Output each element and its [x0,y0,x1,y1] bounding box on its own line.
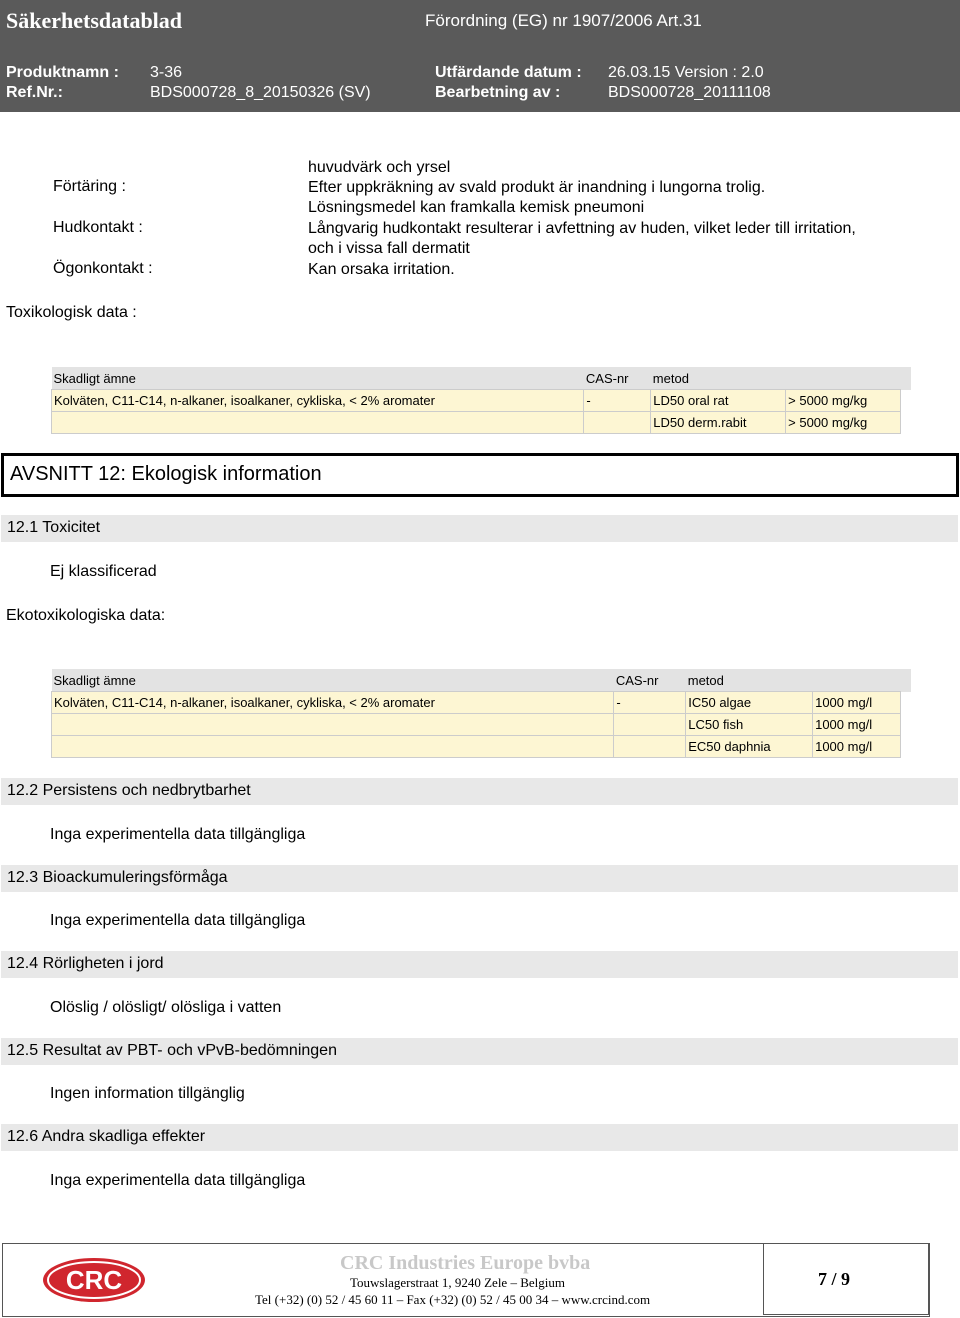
cas-cell [584,412,651,434]
processing-value: BDS000728_20111108 [608,84,771,101]
symptom-intro-text: huvudvärk och yrsel [308,159,451,176]
method-cell: LD50 oral rat [651,390,786,412]
ref-number-label: Ref.Nr.: [6,84,63,101]
subsection-12-2-heading: 12.2 Persistens och nedbrytbarhet [7,782,251,799]
table-row [52,412,911,434]
issue-date-label: Utfärdande datum : [435,64,582,81]
eco-table-header [52,669,911,692]
eco-tox-table [51,669,911,758]
table-row [52,692,911,714]
logo-text: CRC [65,1265,123,1295]
section-12-title: AVSNITT 12: Ekologisk information [10,463,322,485]
ingestion-text-1: Efter uppkräkning av svald produkt är inandning i lungorna trolig. [308,179,766,196]
table-row [52,390,911,412]
subsection-12-5-text: Ingen information tillgänglig [50,1085,245,1102]
table-row [52,736,911,758]
tox-col-method: metod [651,367,786,390]
crc-logo [42,1257,146,1303]
subsection-12-3-heading: 12.3 Bioackumuleringsförmåga [7,869,228,886]
substance-cell: Kolväten, C11-C14, n-alkaner, isoalkaner, cykliska, < 2% aromater [52,692,614,714]
cas-cell [614,714,686,736]
product-name-value: 3-36 [150,64,183,81]
skin-contact-text-2: och i vissa fall dermatit [308,240,470,257]
value-cell: > 5000 mg/kg [786,412,901,434]
tox-heading: Toxikologisk data : [6,304,137,321]
processing-label: Bearbetning av : [435,84,561,101]
subsection-12-4-text: Olöslig / olösligt/ olösliga i vatten [50,999,282,1016]
cas-cell: - [584,390,651,412]
subsection-12-6-heading: 12.6 Andra skadliga effekter [7,1128,206,1145]
method-cell: EC50 daphnia [686,736,813,758]
eye-contact-label: Ögonkontakt : [53,260,153,277]
ref-number-value: BDS000728_8_20150326 (SV) [150,84,371,101]
ingestion-label: Förtäring : [53,178,126,195]
company-address: Touwslagerstraat 1, 9240 Zele – Belgium [350,1275,565,1290]
eco-col-substance: Skadligt ämne [52,669,614,692]
eco-tox-heading: Ekotoxikologiska data: [6,607,166,624]
subsection-12-2 [1,778,958,805]
subsection-12-5 [1,1038,958,1065]
subsection-12-1-text: Ej klassificerad [50,563,157,580]
tox-table [51,367,911,434]
eco-col-method: metod [686,669,813,692]
substance-cell [52,736,614,758]
skin-contact-label: Hudkontakt : [53,219,143,236]
product-name-label: Produktnamn : [6,64,119,81]
subsection-12-4-heading: 12.4 Rörligheten i jord [7,955,164,972]
substance-cell: Kolväten, C11-C14, n-alkaner, isoalkaner, cykliska, < 2% aromater [52,390,584,412]
subsection-12-3-text: Inga experimentella data tillgängliga [50,912,306,929]
value-cell: > 5000 mg/kg [786,390,901,412]
subsection-12-6-text: Inga experimentella data tillgängliga [50,1172,306,1189]
ingestion-text-2: Lösningsmedel kan framkalla kemisk pneumoni [308,199,645,216]
eye-contact-text: Kan orsaka irritation. [308,261,455,278]
value-cell: 1000 mg/l [813,736,901,758]
value-cell: 1000 mg/l [813,714,901,736]
page-number: 7 / 9 [818,1269,851,1289]
document-title: Säkerhetsdatablad [6,8,183,33]
subsection-12-4 [1,951,958,978]
substance-cell [52,412,584,434]
section-12-box [1,453,959,497]
cas-cell: - [614,692,686,714]
company-contact: Tel (+32) (0) 52 / 45 60 11 – Fax (+32) (0) 52 / 45 00 34 – www.crcind.com [255,1292,651,1307]
regulation-reference: Förordning (EG) nr 1907/2006 Art.31 [425,11,702,30]
substance-cell [52,714,614,736]
company-name: CRC Industries Europe bvba [340,1252,591,1274]
subsection-12-2-text: Inga experimentella data tillgängliga [50,826,306,843]
subsection-12-1 [1,515,958,542]
eco-col-cas: CAS-nr [614,669,686,692]
subsection-12-3 [1,865,958,892]
method-cell: LD50 derm.rabit [651,412,786,434]
subsection-12-1-heading: 12.1 Toxicitet [7,519,101,536]
cas-cell [614,736,686,758]
tox-col-cas: CAS-nr [584,367,651,390]
method-cell: LC50 fish [686,714,813,736]
skin-contact-text-1: Långvarig hudkontakt resulterar i avfettning av huden, vilket leder till irritation, [308,220,856,237]
tox-table-header [52,367,911,390]
method-cell: IC50 algae [686,692,813,714]
table-row [52,714,911,736]
tox-col-substance: Skadligt ämne [52,367,584,390]
subsection-12-6 [1,1124,958,1151]
value-cell: 1000 mg/l [813,692,901,714]
subsection-12-5-heading: 12.5 Resultat av PBT- och vPvB-bedömningen [7,1042,337,1059]
issue-date-value: 26.03.15 Version : 2.0 [608,64,764,81]
